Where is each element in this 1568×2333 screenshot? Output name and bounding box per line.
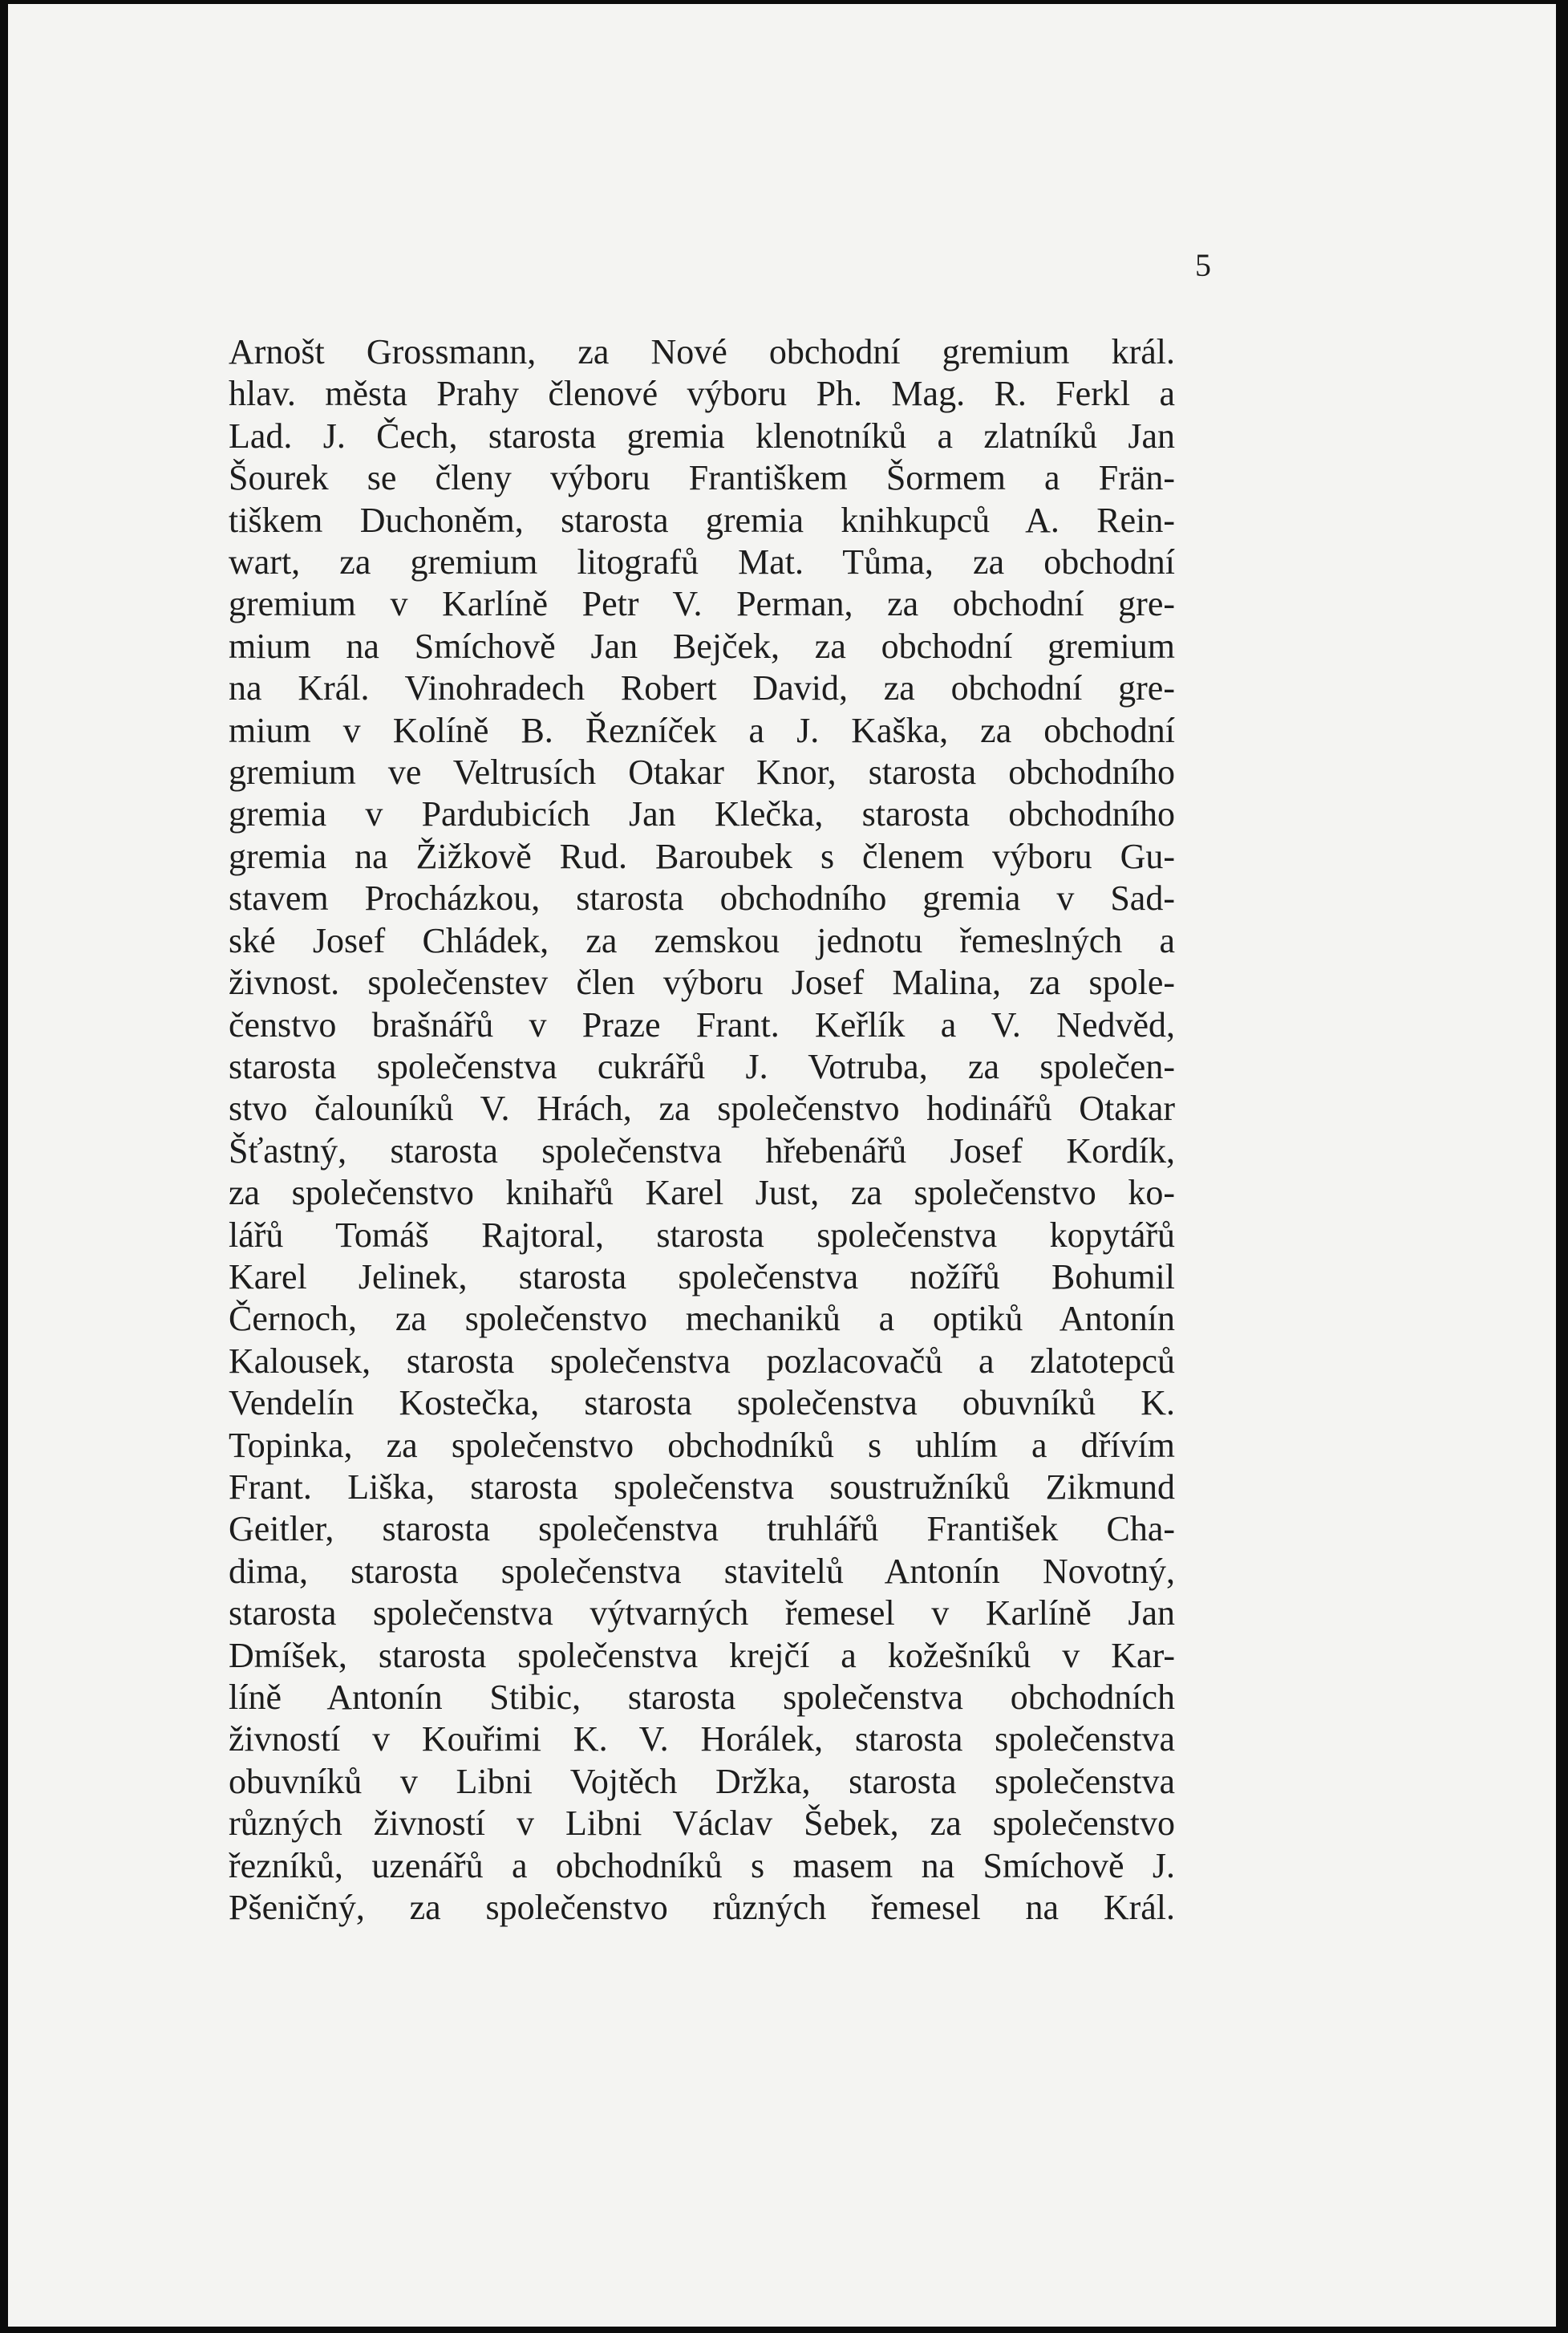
text-line-10: mium v Kolíně B. Řezníček a J. Kaška, za obchodní	[229, 710, 1175, 750]
text-line-37: řezníků, uzenářů a obchodníků s masem na Smíchově J.	[229, 1845, 1175, 1885]
text-line-30: dima, starosta společenstva stavitelů Antonín Novotný,	[229, 1551, 1175, 1591]
text-line-9: na Král. Vinohradech Robert David, za obchodní gre-	[229, 668, 1175, 708]
text-line-14: stavem Procházkou, starosta obchodního gremia v Sad-	[229, 878, 1175, 919]
text-line-29: Geitler, starosta společenstva truhlářů František Cha-	[229, 1509, 1175, 1549]
text-line-36: různých živností v Libni Václav Šebek, za společenstvo	[229, 1804, 1175, 1844]
text-line-28: Frant. Liška, starosta společenstva soustružníků Zikmund	[229, 1467, 1175, 1507]
text-line-5: tiškem Duchoněm, starosta gremia knihkupců A. Rein-	[229, 500, 1175, 540]
text-line-3: Lad. J. Čech, starosta gremia klenotníků a zlatníků Jan	[229, 416, 1175, 456]
text-line-18: starosta společenstva cukrářů J. Votruba, za společen-	[229, 1046, 1175, 1086]
text-line-32: Dmíšek, starosta společenstva krejčí a kožešníků v Kar-	[229, 1635, 1175, 1675]
text-line-6: wart, za gremium litografů Mat. Tůma, za obchodní	[229, 542, 1175, 582]
text-line-33: líně Antonín Stibic, starosta společenstva obchodních	[229, 1678, 1175, 1717]
text-line-4: Šourek se členy výboru Františkem Šormem a Frän-	[229, 458, 1175, 498]
body-text	[229, 331, 1175, 1929]
text-line-31: starosta společenstva výtvarných řemesel v Karlíně Jan	[229, 1593, 1175, 1633]
text-line-7: gremium v Karlíně Petr V. Perman, za obchodní gre-	[229, 584, 1175, 624]
text-line-22: lářů Tomáš Rajtoral, starosta společenstva kopytářů	[229, 1215, 1175, 1255]
text-line-15: ské Josef Chládek, za zemskou jednotu řemeslných a	[229, 920, 1175, 960]
text-line-13: gremia na Žižkově Rud. Baroubek s členem výboru Gu-	[229, 836, 1175, 876]
text-line-12: gremia v Pardubicích Jan Klečka, starosta obchodního	[229, 794, 1175, 834]
text-line-35: obuvníků v Libni Vojtěch Držka, starosta společenstva	[229, 1761, 1175, 1801]
text-line-17: čenstvo brašnářů v Praze Frant. Keřlík a V. Nedvěd,	[229, 1004, 1175, 1045]
text-line-2: hlav. města Prahy členové výboru Ph. Mag. R. Ferkl a	[229, 374, 1175, 414]
page-number: 5	[1195, 247, 1211, 283]
text-line-19: stvo čalouníků V. Hrách, za společenstvo hodinářů Otakar	[229, 1089, 1175, 1129]
book-page	[8, 4, 1556, 2327]
text-line-21: za společenstvo knihařů Karel Just, za společenstvo ko-	[229, 1173, 1175, 1213]
text-line-24: Černoch, za společenstvo mechaniků a optiků Antonín	[229, 1299, 1175, 1339]
text-line-1: Arnošt Grossmann, za Nové obchodní gremium král.	[229, 332, 1175, 371]
text-line-38: Pšeničný, za společenstvo různých řemesel na Král.	[229, 1888, 1175, 1928]
text-line-25: Kalousek, starosta společenstva pozlacovačů a zlatotepců	[229, 1341, 1175, 1381]
text-line-27: Topinka, za společenstvo obchodníků s uhlím a dřívím	[229, 1425, 1175, 1465]
text-line-34: živností v Kouřimi K. V. Horálek, starosta společenstva	[229, 1719, 1175, 1759]
text-line-26: Vendelín Kostečka, starosta společenstva obuvníků K.	[229, 1383, 1175, 1423]
text-line-8: mium na Smíchově Jan Bejček, za obchodní gremium	[229, 626, 1175, 666]
text-line-23: Karel Jelinek, starosta společenstva nožířů Bohumil	[229, 1256, 1175, 1296]
text-line-11: gremium ve Veltrusích Otakar Knor, starosta obchodního	[229, 753, 1175, 793]
text-line-16: živnost. společenstev člen výboru Josef Malina, za spole-	[229, 963, 1175, 1003]
text-line-20: Šťastný, starosta společenstva hřebenářů Josef Kordík,	[229, 1130, 1175, 1171]
